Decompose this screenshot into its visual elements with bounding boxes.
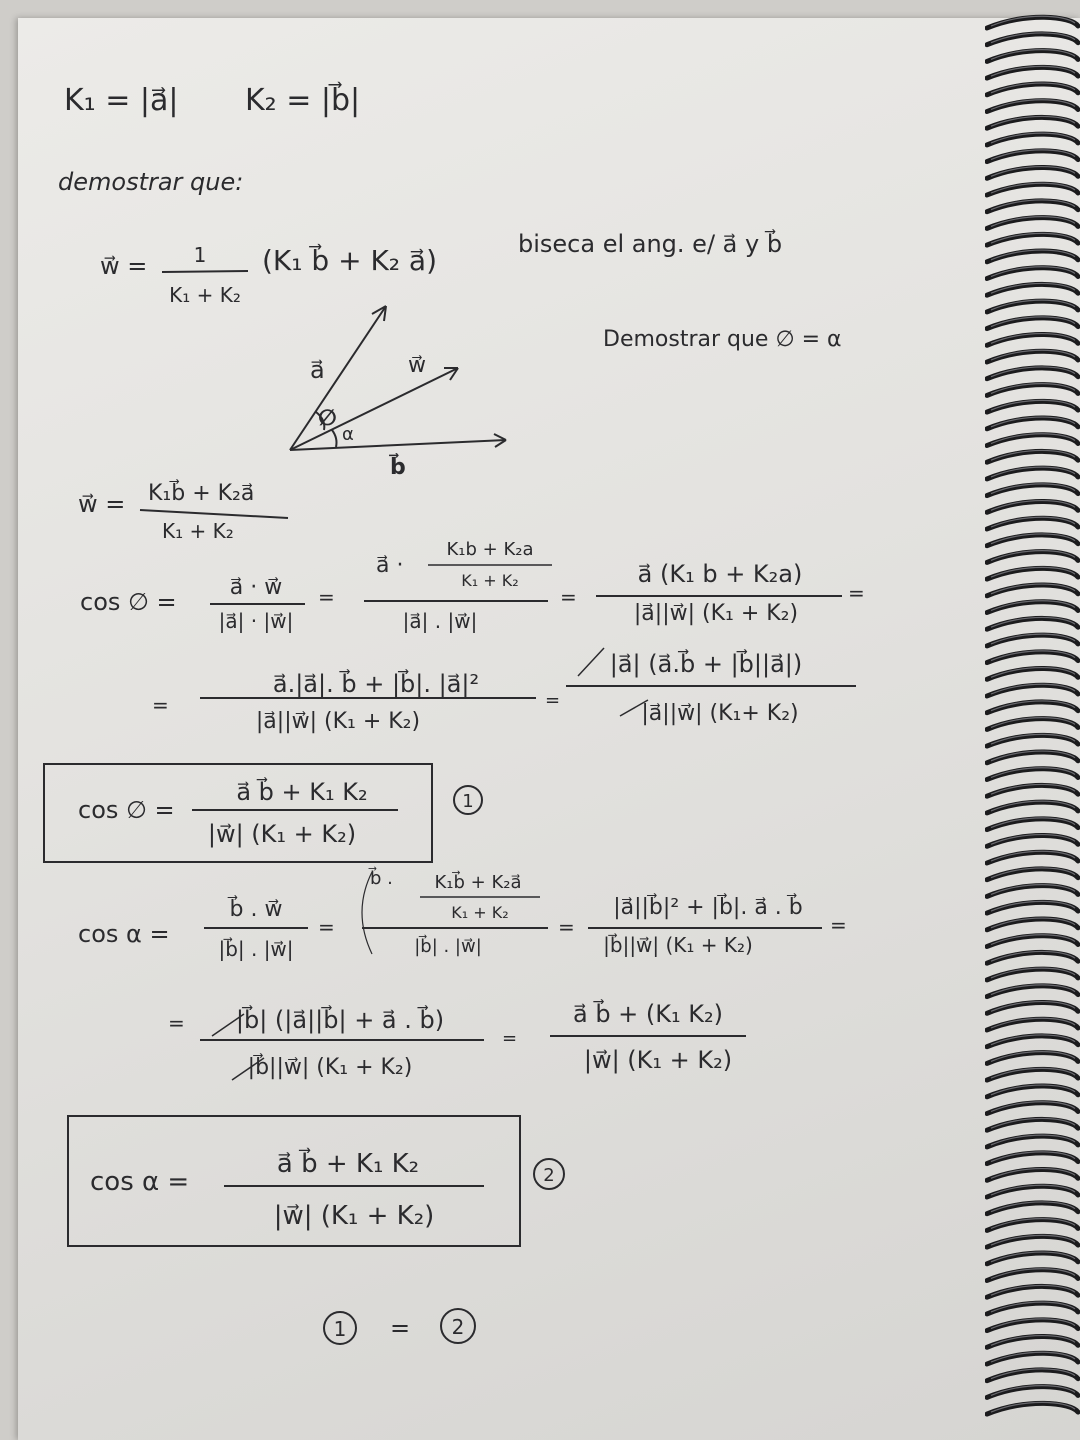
k2-definition: K₂ = |b⃗|: [245, 83, 361, 118]
cosphi-f3-num: a⃗ (K₁ b + K₂a): [637, 560, 803, 588]
boxed2-num: a⃗ b⃗ + K₁ K₂: [276, 1149, 420, 1179]
cosphi-eq4: =: [545, 690, 561, 711]
boxed2-lhs: cos α =: [90, 1167, 190, 1197]
equation-tag-1: 1: [462, 791, 474, 812]
cosalpha-line2-eq: =: [168, 1011, 185, 1035]
label-alpha: α: [342, 424, 354, 445]
cosalpha-f2-den: |b⃗| . |w⃗|: [414, 936, 482, 957]
cosalpha-f4-den: |b⃗||w⃗| (K₁ + K₂): [247, 1055, 413, 1080]
label-phi: ∅: [318, 406, 337, 431]
angle-alpha-arc: [332, 430, 337, 447]
w-paren-expression: (K₁ b⃗ + K₂ a⃗): [262, 244, 438, 277]
w2-num: K₁b⃗ + K₂a⃗: [148, 481, 255, 506]
cosphi-f4-den: |a⃗||w⃗| (K₁ + K₂): [255, 709, 421, 734]
boxed1-lhs: cos ∅ =: [78, 796, 175, 824]
cosphi-f5-den: |a⃗||w⃗| (K₁+ K₂): [641, 701, 799, 726]
cosalpha-eq1: =: [318, 915, 335, 939]
cosphi-f2-inner-num: K₁b + K₂a: [446, 539, 534, 560]
cosalpha-f3-den: |b⃗||w⃗| (K₁ + K₂): [603, 933, 753, 957]
cosalpha-f5-den: |w⃗| (K₁ + K₂): [583, 1046, 733, 1074]
cosphi-f2-inner-den: K₁ + K₂: [461, 571, 519, 590]
cosphi-eq2: =: [560, 585, 577, 609]
cosphi-f2-den: |a⃗| . |w⃗|: [402, 609, 478, 633]
cosphi-lhs: cos ∅ =: [80, 588, 177, 616]
label-b: b⃗: [390, 455, 406, 480]
w2-frac-bar: [140, 510, 288, 518]
cosalpha-f1-den-text: |b⃗| . |w⃗|: [218, 937, 294, 961]
goal-statement: Demostrar que ∅ = α: [603, 327, 842, 352]
vector-b: [290, 440, 506, 450]
label-a: a⃗: [310, 356, 325, 384]
w2-den: K₁ + K₂: [162, 519, 234, 543]
cosphi-f5-num: |a⃗| (a⃗.b⃗ + |b⃗||a⃗|): [609, 650, 803, 678]
equation-tag-2: 2: [543, 1165, 555, 1186]
cosalpha-eq2: =: [558, 915, 575, 939]
boxed1-num: a⃗ b⃗ + K₁ K₂: [236, 778, 368, 806]
vector-a: [290, 306, 386, 450]
cosphi-f3-den: |a⃗||w⃗| (K₁ + K₂): [633, 601, 799, 626]
cosalpha-eq4: =: [502, 1028, 518, 1049]
cosalpha-f4-num: |b⃗| (|a⃗||b⃗| + a⃗ . b⃗): [235, 1006, 445, 1034]
label-w: w⃗: [408, 353, 426, 378]
bisects-statement: biseca el ang. e/ a⃗ y b⃗: [518, 230, 783, 258]
w-frac-num: 1: [193, 243, 207, 267]
k1-definition: K₁ = |a⃗|: [64, 83, 179, 118]
cosalpha-f1-num: b⃗ . w⃗: [229, 897, 283, 922]
cosalpha-f5-num: a⃗ b⃗ + (K₁ K₂): [572, 1000, 724, 1028]
w-frac-bar: [162, 271, 248, 272]
cosalpha-f3-num: |a⃗||b⃗|² + |b⃗|. a⃗ . b⃗: [613, 895, 803, 920]
cosphi-eq1: =: [318, 585, 335, 609]
w2-lhs: w⃗ =: [78, 490, 126, 518]
cosphi-f1-num: a⃗ · w⃗: [229, 575, 283, 600]
cancel-mark-1: [578, 648, 604, 676]
cosalpha-lhs: cos α =: [78, 920, 170, 948]
boxed2-den: |w⃗| (K₁ + K₂): [273, 1201, 435, 1231]
demostrar-heading: demostrar que:: [58, 168, 244, 196]
cosalpha-f2-inner-num: K₁b⃗ + K₂a⃗: [434, 872, 522, 893]
conclusion-left: 1: [333, 1317, 347, 1341]
boxed1-den: |w⃗| (K₁ + K₂): [207, 820, 357, 848]
cosphi-f1-den: |a⃗| · |w⃗|: [218, 609, 294, 633]
cosphi-line2-eq: =: [152, 693, 169, 717]
w-frac-den: K₁ + K₂: [169, 283, 241, 307]
cosphi-f4-num: a⃗.|a⃗|. b⃗ + |b⃗|. |a⃗|²: [272, 670, 480, 698]
vector-a-arrowhead: [372, 306, 386, 321]
conclusion-eq: =: [389, 1314, 411, 1342]
cosalpha-eq3: =: [830, 913, 847, 937]
cosphi-eq3: =: [848, 581, 865, 605]
cosalpha-f2-inner-den: K₁ + K₂: [451, 903, 509, 922]
conclusion-right: 2: [451, 1315, 465, 1339]
cosphi-f2-pre: a⃗ ·: [376, 553, 404, 578]
w-lhs: w⃗ =: [100, 252, 148, 280]
cosalpha-f2-pre: b⃗ .: [370, 868, 393, 889]
